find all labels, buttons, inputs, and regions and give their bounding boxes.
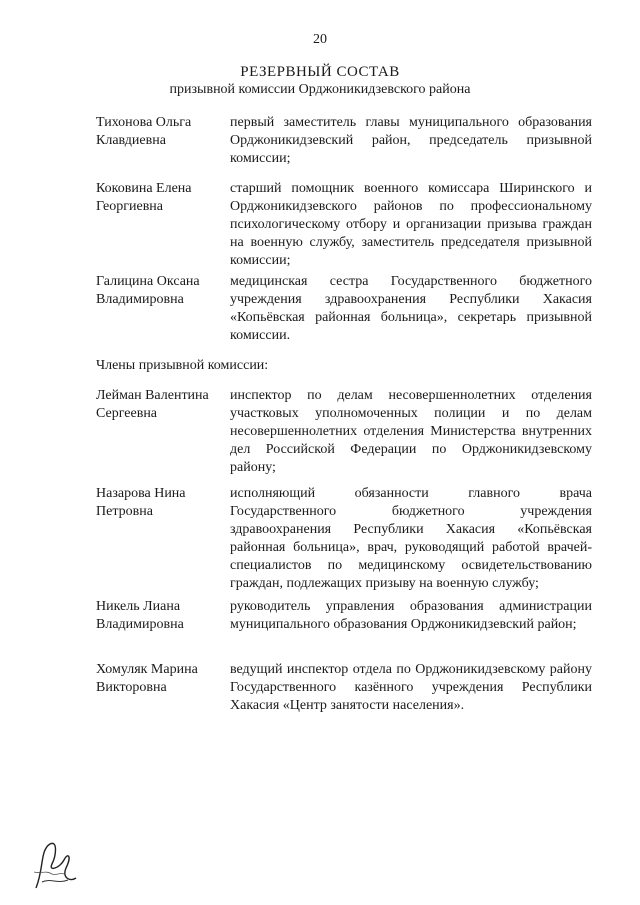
person-role: ведущий инспектор отдела по Орджоникидзевскому району Государственного казённого учреждения Республики Хакасия «Центр занятости населения». [230,662,592,713]
person-role: исполняющий обязанности главного врача Государственного бюджетного учреждения здравоохранения Республики Хакасия «Копьёвская районная больница», врач, руководящий работой врачей-специалистов по медицинскому освидетельствованию граждан, подлежащих призыву на военную службу; [230,486,592,591]
person-role: первый заместитель главы муниципального образования Орджоникидзевский район, председатель призывной комиссии; [230,115,592,166]
person-role: медицинская сестра Государственного бюджетного учреждения здравоохранения Республики Хакасия «Копьёвская районная больница», секретарь призывной комиссии. [230,274,592,343]
person-name: Галицина Оксана Владимировна [96,274,200,307]
page-number: 20 [313,32,327,47]
person-role: руководитель управления образования администрации муниципального образования Орджоникидзевский район; [230,599,592,632]
person-name: Никель Лиана Владимировна [96,599,184,632]
person-name: Хомуляк Марина Викторовна [96,662,198,695]
person-role: инспектор по делам несовершеннолетних отделения участковых уполномоченных полиции и по делам несовершеннолетних отделения Министерства внутренних дел Российской Федерации по Орджоникидзевскому району; [230,388,592,475]
members-heading: Члены призывной комиссии: [96,358,269,373]
document-subtitle: призывной комиссии Орджоникидзевского района [169,82,471,97]
person-name: Назарова Нина Петровна [96,486,186,519]
document-title: РЕЗЕРВНЫЙ СОСТАВ [240,64,400,80]
person-name: Лейман Валентина Сергеевна [96,388,209,421]
person-name: Тихонова Ольга Клавдиевна [96,115,192,148]
person-role: старший помощник военного комиссара Ширинского и Орджоникидзевского районов по профессиональному психологическому отбору и организации призыва граждан на военную службу, заместитель председателя призывной комиссии; [230,181,592,268]
signature-icon [30,838,82,894]
person-name: Коковина Елена Георгиевна [96,181,192,214]
